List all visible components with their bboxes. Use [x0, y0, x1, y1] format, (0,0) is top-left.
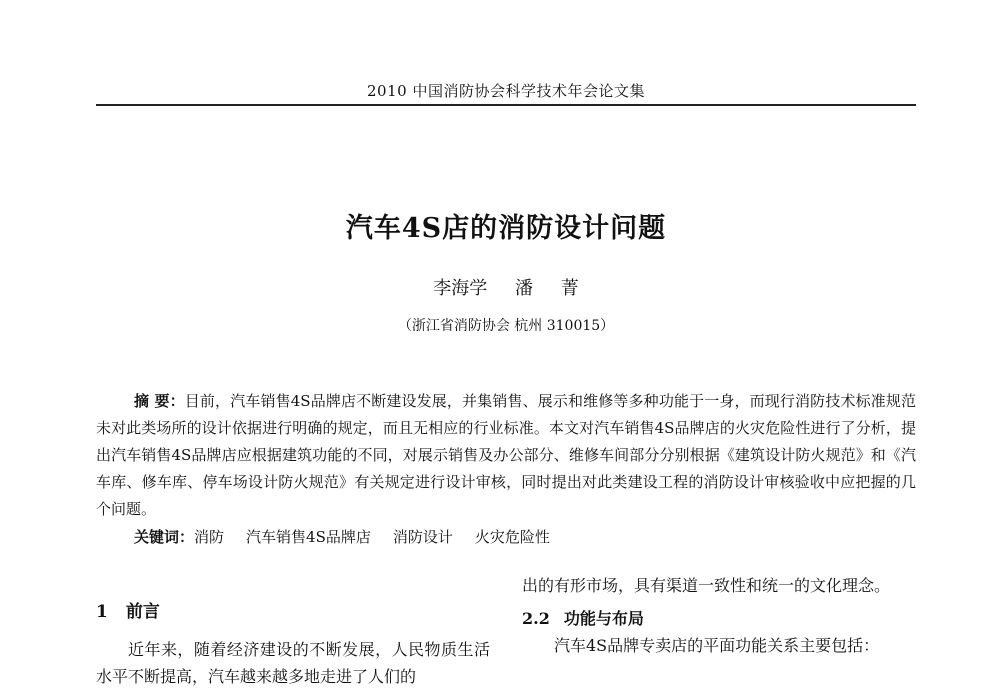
body-left-column — [96, 585, 490, 690]
running-head: 2010 中国消防协会科学技术年会论文集 — [367, 82, 645, 100]
paper-affiliation: （浙江省消防协会 杭州 310015） — [397, 318, 615, 334]
body-paragraph: 近年来，随着经济建设的不断发展，人民物质生活水平不断提高，汽车越来越多地走进了人们的 — [96, 640, 490, 686]
section-heading — [96, 597, 490, 622]
subsection-title: 功能与布局 — [563, 609, 644, 628]
abstract-label: 摘 要： — [134, 392, 185, 410]
body-paragraph: 出的有形市场，具有渠道一致性和统一的文化理念。 — [522, 576, 891, 595]
abstract-text: 目前，汽车销售4S品牌店不断建设发展，并集销售、展示和维修等多种功能于一身，而现行消防技术标准规范未对此类场所的设计依据进行明确的规定，而且无相应的行业标准。本文对汽车销售4S品牌店的火灾危险性进行了分析，提出汽车销售4S品牌店应根据建筑功能的不同，对展示销售及办公部分、维修车间部分分别根据《建筑设计防火规范》和《汽车库、修车库、停车场设计防火规范》有关规定进行设计审核，同时提出对此类建设工程的消防设计审核验收中应把握的几个问题。 — [96, 392, 916, 518]
body-paragraph: 汽车4S品牌专卖店的平面功能关系主要包括： — [554, 636, 880, 655]
keyword-item: 消防设计 — [392, 528, 453, 546]
abstract — [96, 388, 916, 523]
subsection-heading — [522, 605, 916, 632]
keywords-label: 关键词： — [134, 528, 195, 546]
body-right-column — [522, 572, 916, 659]
keyword-item: 汽车销售4S品牌店 — [246, 528, 371, 546]
keyword-item: 消防 — [194, 528, 225, 546]
keywords — [134, 526, 916, 547]
section-title: 前言 — [125, 602, 160, 622]
subsection-number: 2.2 — [522, 609, 550, 628]
keyword-item: 火灾危险性 — [474, 528, 550, 546]
header-rule — [96, 104, 916, 106]
paper-authors: 李海学 潘 菁 — [433, 278, 579, 299]
section-number: 1 — [96, 602, 108, 622]
paper-title: 汽车4S店的消防设计问题 — [345, 213, 667, 244]
